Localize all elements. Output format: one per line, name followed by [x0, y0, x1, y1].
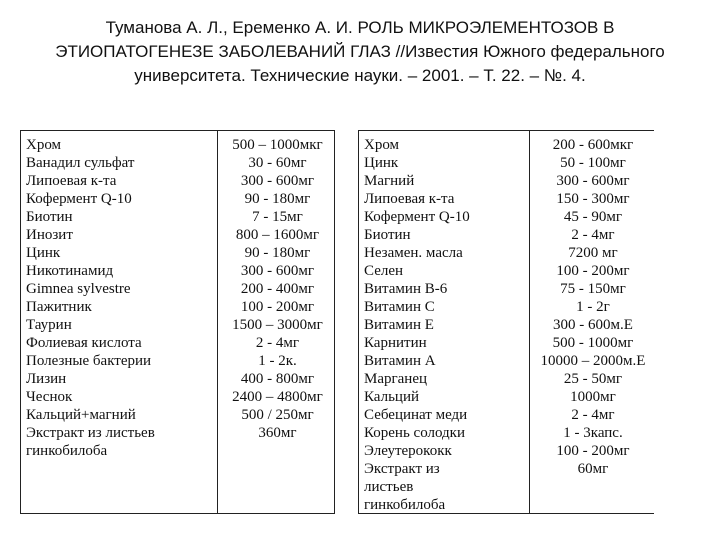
table-row — [359, 388, 654, 406]
citation-line-2: ЭТИОПАТОГЕНЕЗЕ ЗАБОЛЕВАНИЙ ГЛАЗ //Известия Южного федерального — [55, 42, 665, 61]
table-row — [21, 262, 334, 280]
table-row — [21, 154, 334, 172]
supplement-name: Лизин — [26, 371, 67, 387]
supplement-dose: 300 - 600м.Е — [553, 317, 633, 333]
citation-line-1: Туманова А. Л., Еременко А. И. РОЛЬ МИКРОЭЛЕМЕНТОЗОВ В — [105, 18, 615, 37]
supplement-dose: 45 - 90мг — [563, 209, 623, 225]
table-row — [21, 334, 334, 352]
supplement-name: Цинк — [364, 155, 399, 171]
supplement-dose: 1000мг — [570, 389, 616, 405]
table-row — [21, 280, 334, 298]
supplement-dose: 2 - 4мг — [255, 335, 300, 351]
supplement-dose: 500 – 1000мкг — [232, 137, 323, 153]
supplement-name: Липоевая к-та — [26, 173, 117, 189]
supplement-dose: 300 - 600мг — [240, 173, 315, 189]
table-row — [359, 226, 654, 244]
supplement-name: Себецинат меди — [364, 407, 468, 423]
supplement-name: Элеутерококк — [364, 443, 452, 459]
supplement-dose: 25 - 50мг — [563, 371, 623, 387]
table-row — [359, 478, 654, 496]
supplement-name: Кофермент Q-10 — [364, 209, 470, 225]
left-dosage-table — [20, 130, 335, 514]
supplement-name: листьев — [364, 479, 414, 495]
supplement-name: Незамен. масла — [364, 245, 463, 261]
supplement-dose: 100 - 200мг — [556, 263, 630, 279]
supplement-name: Карнитин — [364, 335, 427, 351]
supplement-dose: 150 - 300мг — [556, 191, 630, 207]
supplement-name: Полезные бактерии — [26, 353, 152, 369]
table-row — [359, 136, 654, 154]
supplement-name: Экстракт из — [364, 461, 440, 477]
supplement-dose: 500 - 1000мг — [552, 335, 634, 351]
table-row — [359, 244, 654, 262]
supplement-dose: 800 – 1600мг — [235, 227, 320, 243]
right-dosage-table — [358, 130, 654, 514]
supplement-dose: 200 - 400мг — [240, 281, 315, 297]
supplement-name: Витамин С — [364, 299, 435, 315]
supplement-name: Таурин — [26, 317, 72, 333]
supplement-dose: 50 - 100мг — [560, 155, 626, 171]
table-row — [21, 388, 334, 406]
supplement-dose: 10000 – 2000м.Е — [540, 353, 646, 369]
citation-header — [20, 16, 700, 88]
supplement-dose: 500 / 250мг — [241, 407, 314, 423]
table-row — [21, 352, 334, 370]
supplement-name: Биотин — [364, 227, 411, 243]
supplement-name: Никотинамид — [26, 263, 114, 279]
table-row — [359, 172, 654, 190]
table-row — [21, 424, 334, 442]
table-row — [21, 370, 334, 388]
supplement-dose: 100 - 200мг — [556, 443, 630, 459]
supplement-dose: 75 - 150мг — [560, 281, 626, 297]
supplement-name: Кофермент Q-10 — [26, 191, 132, 207]
supplement-name: Кальций+магний — [26, 407, 136, 423]
table-row — [359, 208, 654, 226]
supplement-name: Фолиевая кислота — [26, 335, 142, 351]
table-row — [359, 496, 654, 514]
supplement-name: Корень солодки — [364, 425, 465, 441]
supplement-name: Пажитник — [26, 299, 92, 315]
table-row — [21, 298, 334, 316]
table-row — [359, 334, 654, 352]
supplement-name: Магний — [364, 173, 415, 189]
supplement-name: Экстракт из листьев — [26, 425, 155, 441]
supplement-name: Кальций — [364, 389, 420, 405]
table-row — [21, 316, 334, 334]
supplement-name: Ванадил сульфат — [26, 155, 135, 171]
table-row — [359, 298, 654, 316]
supplement-name: Витамин В-6 — [364, 281, 448, 297]
supplement-dose: 400 - 800мг — [240, 371, 315, 387]
supplement-name: Чеснок — [26, 389, 73, 405]
table-row — [21, 190, 334, 208]
table-row — [21, 406, 334, 424]
table-row — [359, 352, 654, 370]
supplement-name: Липоевая к-та — [364, 191, 455, 207]
supplement-dose: 360мг — [258, 425, 297, 441]
supplement-dose: 300 - 600мг — [556, 173, 630, 189]
supplement-dose: 7 - 15мг — [252, 209, 303, 225]
table-row — [359, 460, 654, 478]
table-row — [21, 172, 334, 190]
table-row — [359, 316, 654, 334]
table-row — [359, 154, 654, 172]
table-row — [21, 136, 334, 154]
supplement-dose: 1500 – 3000мг — [232, 317, 323, 333]
table-row — [359, 280, 654, 298]
supplement-dose: 7200 мг — [568, 245, 618, 261]
supplement-dose: 30 - 60мг — [248, 155, 307, 171]
supplement-name: Gimnea sylvestre — [26, 281, 131, 297]
table-row — [21, 244, 334, 262]
table-row — [359, 424, 654, 442]
supplement-name: Хром — [364, 137, 400, 153]
citation-line-3: университета. Технические науки. – 2001. – Т. 22. – №. 4. — [134, 66, 586, 85]
table-row — [359, 406, 654, 424]
supplement-name: Цинк — [26, 245, 61, 261]
supplement-name: гинкобилоба — [364, 497, 446, 513]
supplement-dose: 1 - 2к. — [258, 353, 297, 369]
supplement-dose: 1 - 3капс. — [563, 425, 623, 441]
table-row — [359, 370, 654, 388]
supplement-dose: 100 - 200мг — [240, 299, 315, 315]
supplement-dose: 300 - 600мг — [240, 263, 315, 279]
supplement-name: Инозит — [26, 227, 73, 243]
table-row — [359, 442, 654, 460]
table-row — [21, 442, 334, 460]
supplement-dose: 90 - 180мг — [244, 191, 311, 207]
supplement-name: гинкобилоба — [26, 443, 108, 459]
supplement-dose: 200 - 600мкг — [552, 137, 634, 153]
supplement-name: Хром — [26, 137, 62, 153]
supplement-name: Марганец — [364, 371, 428, 387]
supplement-dose: 2 - 4мг — [571, 407, 615, 423]
supplement-name: Селен — [364, 263, 404, 279]
table-row — [359, 190, 654, 208]
supplement-dose: 60мг — [577, 461, 609, 477]
supplement-dose: 1 - 2г — [576, 299, 610, 315]
supplement-name: Витамин А — [364, 353, 436, 369]
supplement-dose: 90 - 180мг — [244, 245, 311, 261]
table-row — [21, 226, 334, 244]
table-row — [21, 208, 334, 226]
supplement-name: Биотин — [26, 209, 73, 225]
supplement-name: Витамин Е — [364, 317, 434, 333]
supplement-dose: 2 - 4мг — [571, 227, 615, 243]
supplement-dose: 2400 – 4800мг — [232, 389, 323, 405]
table-row — [359, 262, 654, 280]
